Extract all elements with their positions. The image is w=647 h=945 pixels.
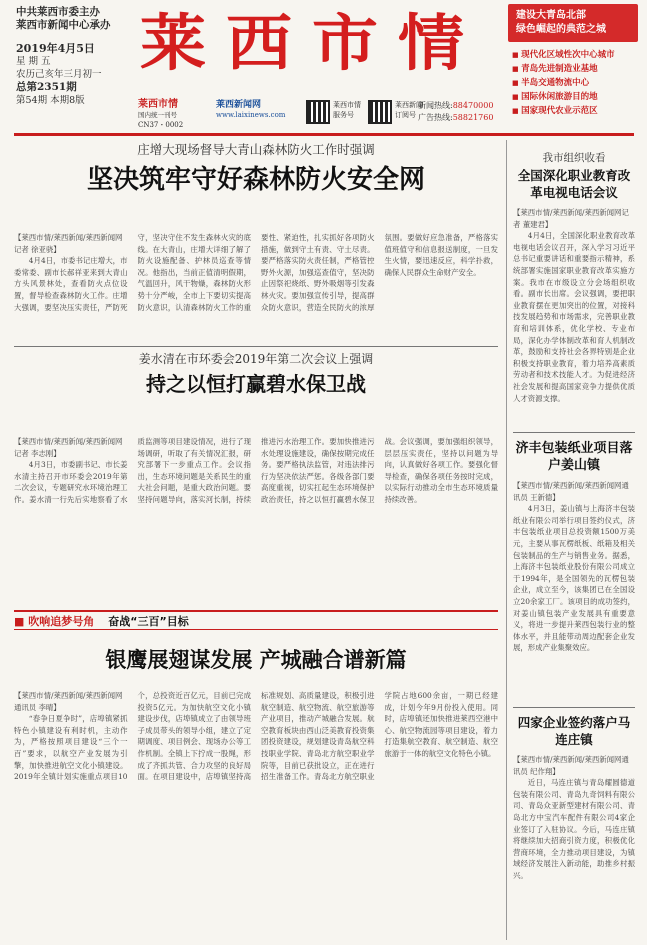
qr-code-icon	[306, 100, 330, 124]
paper-logo	[138, 100, 208, 128]
section-label: ■ 吹响追梦号角	[14, 614, 95, 628]
paper-logo-sub: 国内统一刊号	[138, 111, 177, 119]
second-byline: 【莱西市情/莱西新闻/莱西新闻网记者 李志刚】	[14, 437, 123, 458]
slogan-banner	[508, 4, 638, 42]
side-article-1	[513, 150, 635, 462]
slogan-line-2: 绿色崛起的典范之城	[516, 24, 606, 35]
second-headline: 持之以恒打赢碧水保卫战	[146, 372, 366, 396]
third-paragraph: “春争日夏争时”，店埠镇紧抓特色小镇建设有利时机，主动作为，严格按照项目建设“三个一百”要求，以航空产业发展为引擎，加快推进航空文化小镇建设。2019年全镇计划实施重点项目10个，总投资近百亿元，目前已完成投资5亿元。为加快航空文化小镇建设步伐，店埠镇成立了由领导班子成员带头的领导小组，建立了定期调度、项目例会、现场办公等工作机制。全镇上下拧成一股绳，形成了齐抓共管、合力攻坚的良好局面。在项目建设中，店埠镇坚持高标准规划、高质量建设，积极引进航空制造、航空物流、航空旅游等产业项目，推动产城融合发展。航空教育板块由西山泛美教育投资集团投资建设，规划建设青岛航空科技职业学院、青岛北方航空职业学院等，目前已获批设立，正在进行招生准备工作。青岛北方航空职业学院占地600余亩，一期已经建成，计划今年9月份投入使用。同时，店埠镇还加快推进莱西空港中心、航空物流园等项目建设，着力打造集航空教育、航空制造、航空旅游于一体的航空文化特色小镇。	[14, 691, 498, 782]
second-kicker: 姜水清在市环委会2019年第二次会议上强调	[138, 352, 374, 366]
side1-text	[513, 230, 635, 462]
side3-headline: 四家企业签约落户马连庄镇	[517, 715, 631, 747]
side2-paragraph: 4月3日，姜山镇与上海济丰包装纸业有限公司举行项目签约仪式，济丰包装纸业项目总投资额1500万美元，主要从事瓦楞纸板、纸箱及相关包装制品的生产与销售业务。据悉，上海济丰包装纸业股份有限公司成立于1994年，是全国领先的瓦楞包装企业，成立至今，该集团已在全国设立20余家工厂。该项目的成功签约，对姜山镇包装产业发展具有重要意义，将进一步提升莱西包装行业的整体水平，并且能带动周边配套企业发展，形成产业集聚效应。	[513, 504, 635, 653]
divider	[513, 432, 635, 433]
news-phone: 88470000	[452, 101, 494, 110]
side1-byline: 【莱西市情/莱西新闻/莱西新闻网记者 董建君】	[513, 208, 629, 229]
second-article	[14, 350, 498, 399]
slogan-line-1: 建设大青岛北部	[516, 10, 586, 21]
second-body	[14, 436, 498, 584]
weekday: 星 期 五	[16, 56, 51, 67]
newspaper-title: 莱西市情	[140, 7, 484, 79]
divider	[513, 707, 635, 708]
second-paragraph: 4月3日，市委副书记、市长姜水清主持召开市环委会2019年第二次会议，专题研究水环境治理工作。姜水清一行先后实地察看了水质监测等项目建设情况，进行了现场调研，听取了有关情况汇报，研究部署下一步重点工作。会议指出，生态环境问题是关系民生的重大社会问题，是重大政治问题。要坚持问题导向，落实河长制，持续推进污水治理工作。要加快推进污水处理设施建设，确保按期完成任务。要严格执法监管，对违法排污行为坚决依法严惩。各级各部门要高度重视，切实扛起生态环境保护政治责任，持之以恒打赢碧水保卫战。会议强调，要加强组织领导，层层压实责任，坚持以问题为导向，认真做好各项工作。要强化督导检查，确保各项任务按时完成，以实际行动推动全市生态环境质量持续改善。	[14, 437, 498, 504]
qr-label: 莱西市情服务号	[333, 101, 361, 119]
qr-code-icon	[368, 100, 392, 124]
masthead-info	[16, 6, 132, 107]
lead-byline: 【莱西市情/莱西新闻/莱西新闻网记者 徐亚骁】	[14, 233, 123, 254]
side-article-2	[513, 440, 635, 689]
ad-phone: 58821760	[452, 113, 494, 122]
third-article	[14, 644, 498, 676]
publisher: 中共莱西市委主办	[16, 6, 100, 18]
side1-kicker: 我市组织收看	[542, 152, 606, 164]
side2-headline: 济丰包装纸业项目落户姜山镇	[515, 441, 633, 473]
side2-text	[513, 503, 635, 689]
goal-item: ■ 现代化区域性次中心城市	[512, 48, 638, 62]
ad-label: 广告热线:	[418, 113, 453, 122]
section-header	[14, 610, 498, 630]
paper-logo-name: 莱西市情	[138, 99, 178, 110]
masthead-divider	[14, 133, 634, 136]
lunar-date: 农历己亥年三月初一	[16, 69, 102, 80]
third-headline: 银鹰展翅谋发展 产城融合谱新篇	[105, 648, 407, 672]
lead-headline: 坚决筑牢守好森林防火安全网	[86, 165, 425, 195]
side-article-3	[513, 714, 635, 927]
third-byline: 【莱西市情/莱西新闻/莱西新闻网通讯员 李晴】	[14, 691, 123, 712]
phone-label: 新闻热线:	[418, 101, 453, 110]
side3-text	[513, 777, 635, 927]
goal-item: ■ 国家现代农业示范区	[512, 104, 638, 118]
lead-body	[14, 232, 498, 340]
side3-paragraph: 近日，马连庄镇与青岛耀圆德道包装有限公司、青岛九奇饲料有限公司、青岛众亚新型建材有限公司、青岛北方中宝汽车配件有限公司4家企业签订了入驻协议。今后，马连庄镇将继续加大招商引资力度，积极优化营商环境，全力推动项目建设，为镇域经济发展注入新动能，助推乡村振兴。	[513, 778, 635, 880]
news-site-url[interactable]: www.laixinews.com	[216, 111, 286, 119]
news-site-logo[interactable]	[216, 100, 300, 128]
lead-article	[14, 140, 498, 198]
issue-number: 第54期 本期8版	[16, 95, 85, 106]
third-body	[14, 690, 498, 938]
column-divider	[506, 140, 507, 940]
lead-kicker: 庄增大现场督导大青山森林防火工作时强调	[137, 142, 375, 157]
lead-paragraph: 4月4日，市委书记庄增大，市委常委、副市长郝祥亚来到大青山方头风景林处，查看防火点位设置，督导检查森林防火工作。庄增大强调，要坚决压实责任，严防死守，坚决守住不发生森林火灾的底线。在大青山，庄增大详细了解了防火设施配备、护林员巡查等情况。他指出，当前正值清明假期，气温回升，风干物燥，森林防火形势十分严峻，全市上下要切实提高防火意识，认清森林防火工作的重要性、紧迫性，扎实抓好各项防火措施，做到守土有责、守土尽责。要严格落实防火责任制，严格管控野外火源，加强巡查值守，坚决防止因祭祀烧纸、野外吸烟等引发森林火灾。要加强宣传引导，提高群众防火意识，营造全民防火的浓厚氛围。要做好应急准备，严格落实值班值守和信息报送制度，一旦发生火情，要迅速反应，科学扑救，确保人民群众生命财产安全。	[14, 233, 498, 312]
side1-paragraph: 4月4日，全国深化职业教育改革电视电话会议召开，深入学习习近平总书记重要讲话和重要指示精神，系统部署实施国家职业教育改革实施方案。我市在市级设立分会场组织收看。副市长出席。会议强调，要把职业教育摆在更加突出的位置，对接科技发展趋势和市场需求，完善职业教育和培训体系，优化学校、专业布局，深化办学体制改革和育人机制改革，鼓励和支持社会各界特别是企业积极支持职业教育，着力培养高素质劳动者和技术技能人才。为促进经济社会发展和提高国家竞争力提供优质人才资源支撑。	[513, 231, 635, 403]
side1-headline: 全国深化职业教育改革电视电话会议	[517, 168, 631, 200]
slogan-panel	[508, 4, 638, 118]
masthead	[0, 0, 647, 132]
goal-item: ■ 国际休闲旅游目的地	[512, 90, 638, 104]
side3-byline: 【莱西市情/莱西新闻/莱西新闻网通讯员 纪作翔】	[513, 755, 629, 776]
news-site-name: 莱西新闻网	[216, 100, 262, 110]
issue-date: 2019年4月5日	[16, 42, 95, 55]
goal-item: ■ 青岛先进制造业基地	[512, 62, 638, 76]
qr-label: 莱西新闻订阅号	[395, 101, 423, 119]
producer: 莱西市新闻中心承办	[16, 19, 111, 31]
goal-list	[508, 48, 638, 118]
issue-total: 总第2351期	[16, 81, 77, 93]
divider	[14, 346, 498, 347]
qr-block-1	[306, 100, 366, 128]
cn-number: CN37・0002	[138, 121, 184, 129]
goal-item: ■ 半岛交通物流中心	[512, 76, 638, 90]
side2-byline: 【莱西市情/莱西新闻/莱西新闻网通讯员 王新德】	[513, 481, 629, 502]
section-subtitle: 奋战“三百”目标	[108, 614, 189, 628]
contact-info	[418, 100, 493, 124]
